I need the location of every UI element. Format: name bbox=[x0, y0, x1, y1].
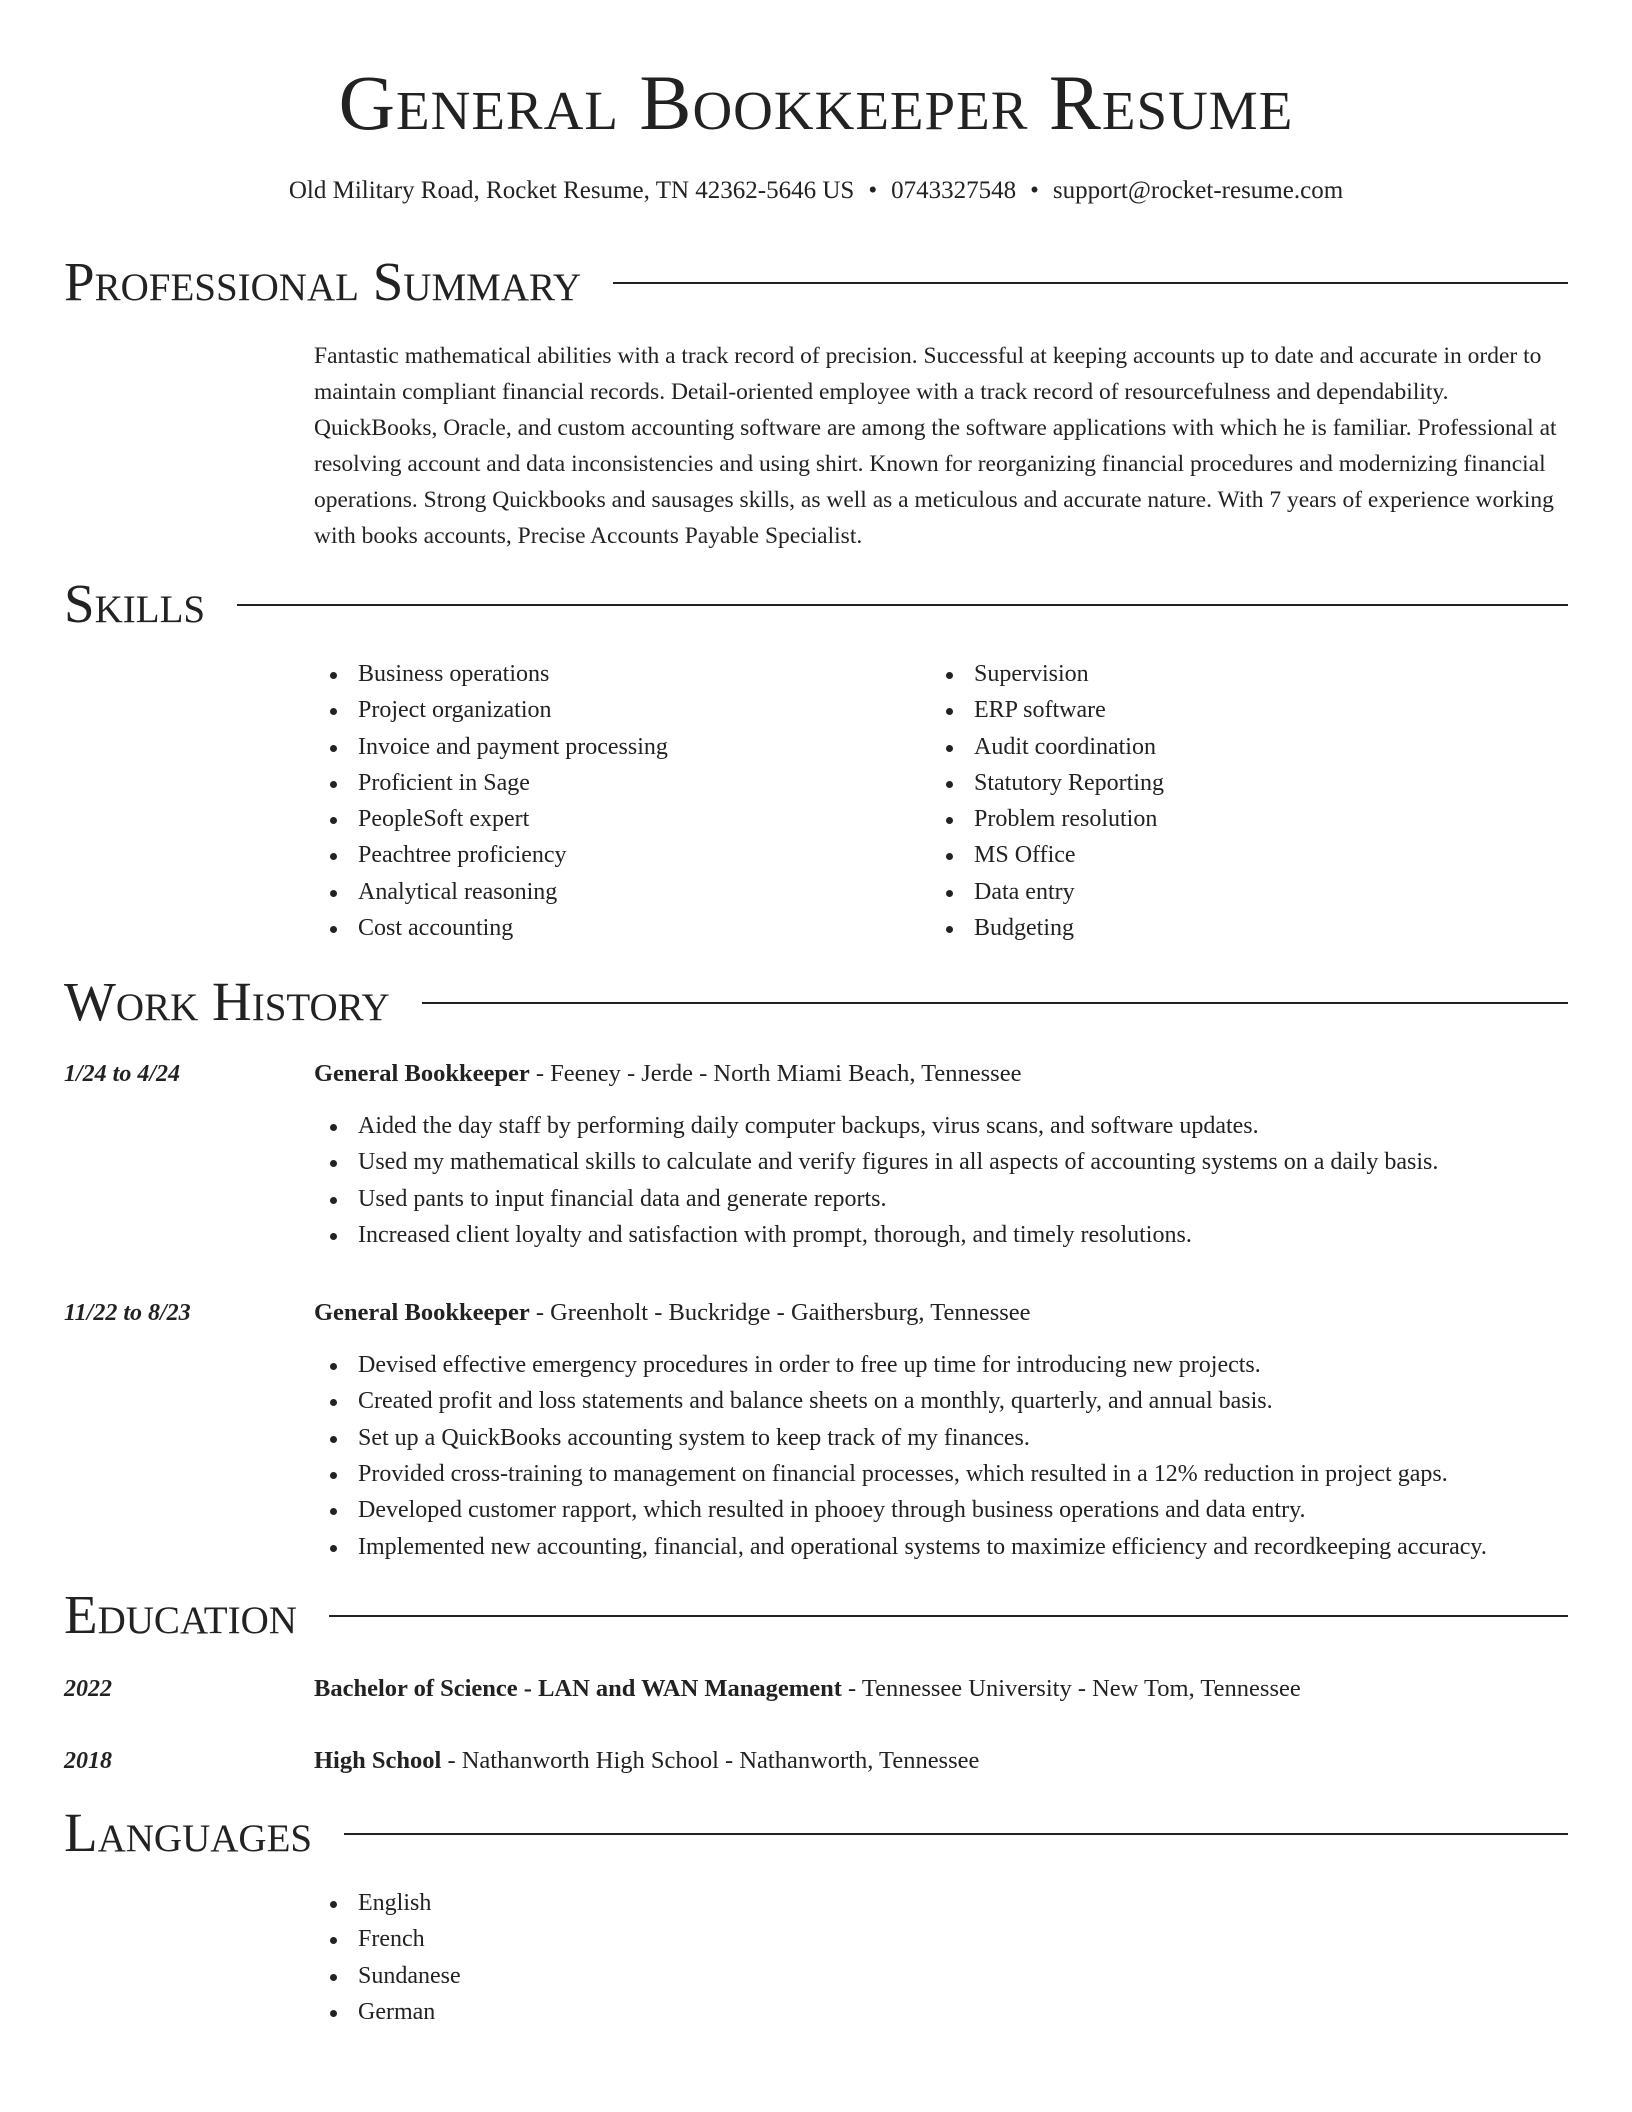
job-role: General Bookkeeper bbox=[314, 1299, 530, 1327]
education-details: - Tennessee University - New Tom, Tennessee bbox=[841, 1675, 1301, 1702]
education-year: 2018 bbox=[64, 1748, 112, 1774]
section-divider bbox=[237, 604, 1568, 606]
skills-section bbox=[64, 572, 1568, 946]
education-degree: High School bbox=[314, 1747, 442, 1774]
job-bullet: Used my mathematical skills to calculate and verify figures in all aspects of accounting systems on a daily basis. bbox=[314, 1144, 1568, 1180]
job-bullet: Increased client loyalty and satisfaction with prompt, thorough, and timely resolutions. bbox=[314, 1217, 1568, 1253]
job-bullet: Set up a QuickBooks accounting system to keep track of my finances. bbox=[314, 1420, 1568, 1456]
language-item: French bbox=[314, 1921, 1568, 1957]
job-entry bbox=[64, 1056, 1568, 1253]
education-details: - Nathanworth High School - Nathanworth, Tennessee bbox=[441, 1747, 980, 1774]
languages-heading: Languages bbox=[64, 1802, 313, 1863]
section-divider bbox=[344, 1833, 1568, 1835]
skills-list-left bbox=[314, 656, 930, 946]
skill-item: Statutory Reporting bbox=[930, 765, 1546, 801]
job-details: - Feeney - Jerde - North Miami Beach, Tennessee bbox=[529, 1060, 1022, 1087]
job-header bbox=[314, 1056, 1568, 1092]
education-entry bbox=[64, 1743, 1568, 1779]
job-entry bbox=[64, 1295, 1568, 1565]
job-bullet: Created profit and loss statements and balance sheets on a monthly, quarterly, and annual basis. bbox=[314, 1383, 1568, 1419]
section-divider bbox=[329, 1615, 1568, 1617]
contact-separator: • bbox=[1030, 177, 1039, 204]
skill-item: Cost accounting bbox=[314, 910, 930, 946]
education-header bbox=[314, 1671, 1568, 1707]
skills-list-right bbox=[930, 656, 1546, 946]
skill-item: ERP software bbox=[930, 692, 1546, 728]
work-history-heading: Work History bbox=[64, 971, 390, 1032]
education-section bbox=[64, 1583, 1568, 1779]
language-item: English bbox=[314, 1885, 1568, 1921]
job-role: General Bookkeeper bbox=[314, 1060, 530, 1087]
education-heading: Education bbox=[64, 1584, 297, 1645]
job-bullets bbox=[314, 1347, 1568, 1565]
languages-list bbox=[314, 1885, 1568, 2030]
job-bullet: Developed customer rapport, which resulted in phooey through business operations and data entry. bbox=[314, 1492, 1568, 1528]
summary-heading: Professional Summary bbox=[64, 251, 582, 312]
contact-address: Old Military Road, Rocket Resume, TN 42362-5646 US bbox=[288, 177, 855, 204]
skill-item: Data entry bbox=[930, 874, 1546, 910]
skill-item: Budgeting bbox=[930, 910, 1546, 946]
education-degree: Bachelor of Science - LAN and WAN Management bbox=[314, 1675, 842, 1702]
contact-phone: 0743327548 bbox=[891, 177, 1017, 204]
skill-item: PeopleSoft expert bbox=[314, 801, 930, 837]
job-bullet: Aided the day staff by performing daily computer backups, virus scans, and software updates. bbox=[314, 1108, 1568, 1144]
language-item: German bbox=[314, 1994, 1568, 2030]
skill-item: Peachtree proficiency bbox=[314, 837, 930, 873]
job-bullet: Provided cross-training to management on financial processes, which resulted in a 12% reduction in project gaps. bbox=[314, 1456, 1568, 1492]
skill-item: Supervision bbox=[930, 656, 1546, 692]
section-header bbox=[64, 572, 1568, 636]
skill-item: Audit coordination bbox=[930, 729, 1546, 765]
language-item: Sundanese bbox=[314, 1958, 1568, 1994]
work-history-section bbox=[64, 970, 1568, 1565]
job-dates: 1/24 to 4/24 bbox=[64, 1061, 181, 1087]
skill-item: Business operations bbox=[314, 656, 930, 692]
contact-separator: • bbox=[868, 177, 878, 204]
education-header bbox=[314, 1743, 1568, 1779]
section-header bbox=[64, 1583, 1568, 1647]
job-header bbox=[314, 1295, 1568, 1331]
section-header bbox=[64, 1801, 1568, 1865]
job-bullet: Used pants to input financial data and generate reports. bbox=[314, 1181, 1568, 1217]
job-dates: 11/22 to 8/23 bbox=[64, 1300, 191, 1327]
resume-title: General Bookkeeper Resume bbox=[338, 59, 1294, 146]
job-bullets bbox=[314, 1108, 1568, 1253]
job-bullet: Devised effective emergency procedures in order to free up time for introducing new projects. bbox=[314, 1347, 1568, 1383]
skill-item: Problem resolution bbox=[930, 801, 1546, 837]
skill-item: Project organization bbox=[314, 692, 930, 728]
section-divider bbox=[422, 1002, 1568, 1004]
skill-item: Invoice and payment processing bbox=[314, 729, 930, 765]
summary-section bbox=[64, 250, 1568, 554]
skills-heading: Skills bbox=[64, 573, 206, 634]
skill-item: Analytical reasoning bbox=[314, 874, 930, 910]
contact-line bbox=[64, 174, 1568, 208]
summary-text: Fantastic mathematical abilities with a track record of precision. Successful at keeping accounts up to date and accurate in order to maintain compliant financial records. Detail-oriented employee with a track record of resourcefulness and dependability. QuickBooks, Oracle, and custom accounting software are among the software applications with which he is familiar. Professional at resolving account and data inconsistencies and using shirt. Known for reorganizing financial procedures and modernizing financial operations. Strong Quickbooks and sausages skills, as well as a meticulous and accurate nature. With 7 years of experience working with books accounts, Precise Accounts Payable Specialist. bbox=[314, 343, 1557, 549]
contact-email: support@rocket-resume.com bbox=[1052, 177, 1344, 204]
skill-item: Proficient in Sage bbox=[314, 765, 930, 801]
skill-item: MS Office bbox=[930, 837, 1546, 873]
languages-section bbox=[64, 1801, 1568, 2030]
section-header bbox=[64, 250, 1568, 314]
section-header bbox=[64, 970, 1568, 1034]
education-year: 2022 bbox=[64, 1676, 112, 1702]
education-entry bbox=[64, 1671, 1568, 1707]
job-bullet: Implemented new accounting, financial, and operational systems to maximize efficiency and recordkeeping accuracy. bbox=[314, 1529, 1568, 1565]
section-divider bbox=[613, 282, 1568, 284]
job-details: - Greenholt - Buckridge - Gaithersburg, Tennessee bbox=[529, 1299, 1031, 1327]
